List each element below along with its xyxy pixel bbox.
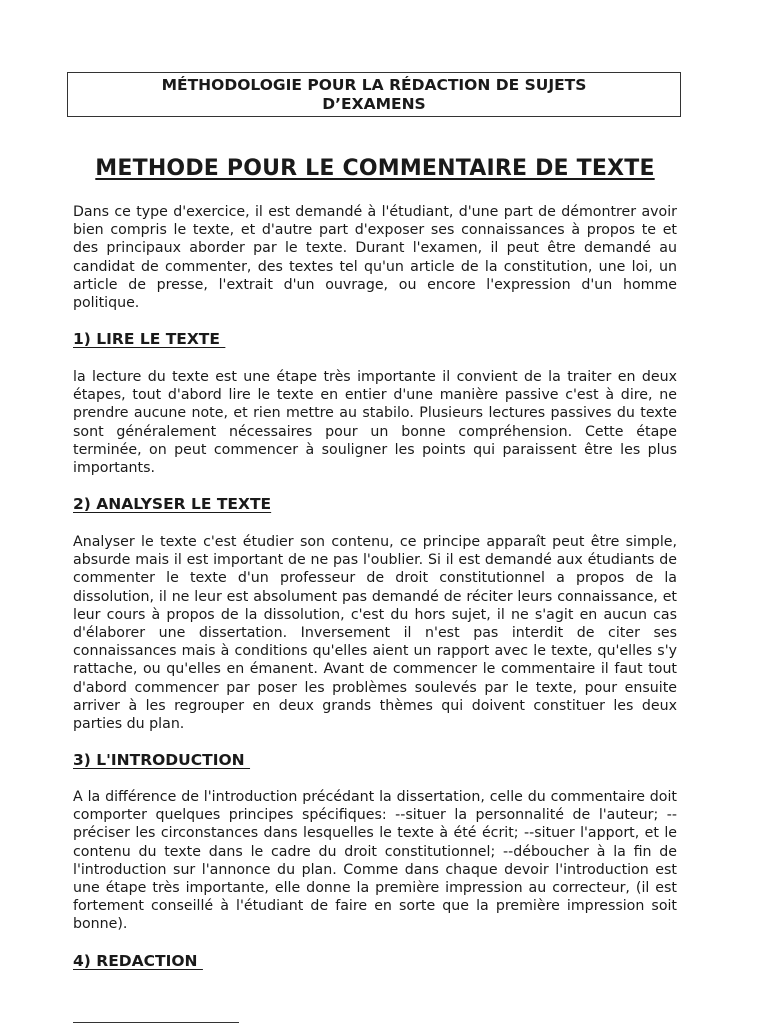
section-body-lire: la lecture du texte est une étape très importante il convient de la traiter en deux étapes, tout d'abord lire le texte en entier d'une manière passive c'est à dire, ne prendre aucune note, et rien mettre au stabilo. Plusieurs lectures passives du texte sont généralement nécessaires pour un bonne compréhension. Cette étape terminée, on peut commencer à souligner les points qui paraissent être les plus importants.: [73, 369, 677, 477]
footnote-separator: [73, 1022, 239, 1023]
section-heading-redaction: 4) REDACTION: [73, 952, 203, 970]
section-body-analyser: Analyser le texte c'est étudier son contenu, ce principe apparaît peut être simple, absurde mais il est important de ne pas l'oublier. Si il est demandé aux étudiants de commenter le texte d'un professeur de droit constitutionnel a propos de la dissolution, il ne leur est absolument pas demandé de réciter leurs connaissance, et leur cours à propos de la dissolution, c'est du hors sujet, il ne s'agit en aucun cas d'élaborer une dissertation. Inversement il n'est pas interdit de citer ses connaissances mais à conditions qu'elles aient un rapport avec le texte, qu'elles s'y rattache, ou qu'elles en émanent. Avant de commencer le commentaire il faut tout d'abord commencer par poser les problèmes soulevés par le texte, pour ensuite arriver à les regrouper en deux grands thèmes qui doivent constituer les deux parties du plan.: [73, 534, 677, 733]
section-body-introduction: A la différence de l'introduction précédant la dissertation, celle du commentaire doit comporter quelques principes spécifiques: --situer la personnalité de l'auteur; --préciser les circonstances dans lesquelles le texte à été écrit; --situer l'apport, et le contenu du texte dans le cadre du droit constitutionnel; --déboucher à la fin de l'introduction sur l'annonce du plan. Comme dans chaque devoir l'introduction est une étape très importante, elle donne la première impression au correcteur, (il est fortement conseillé à l'étudiant de faire en sorte que la première impression soit bonne).: [73, 789, 677, 933]
section-heading-introduction: 3) L'INTRODUCTION: [73, 751, 251, 769]
intro-paragraph: Dans ce type d'exercice, il est demandé à l'étudiant, d'une part de démontrer avoir bien compris le texte, et d'autre part d'exposer ses connaissances à propos te et des principaux aborder par le texte. Durant l'examen, il peut être demandé au candidat de commenter, des textes tel qu'un article de la constitution, une loi, un article de presse, l'extrait d'un ouvrage, ou encore l'expression d'un homme politique.: [73, 204, 677, 312]
section-heading-analyser: 2) ANALYSER LE TEXTE: [73, 495, 272, 513]
section-heading-lire: 1) LIRE LE TEXTE: [73, 330, 226, 348]
page-title: METHODE POUR LE COMMENTAIRE DE TEXTE: [95, 156, 655, 181]
header-line-1: MÉTHODOLOGIE POUR LA RÉDACTION DE SUJETS: [161, 76, 587, 94]
document-header-box: [67, 72, 681, 117]
header-line-2: D’EXAMENS: [322, 95, 426, 113]
